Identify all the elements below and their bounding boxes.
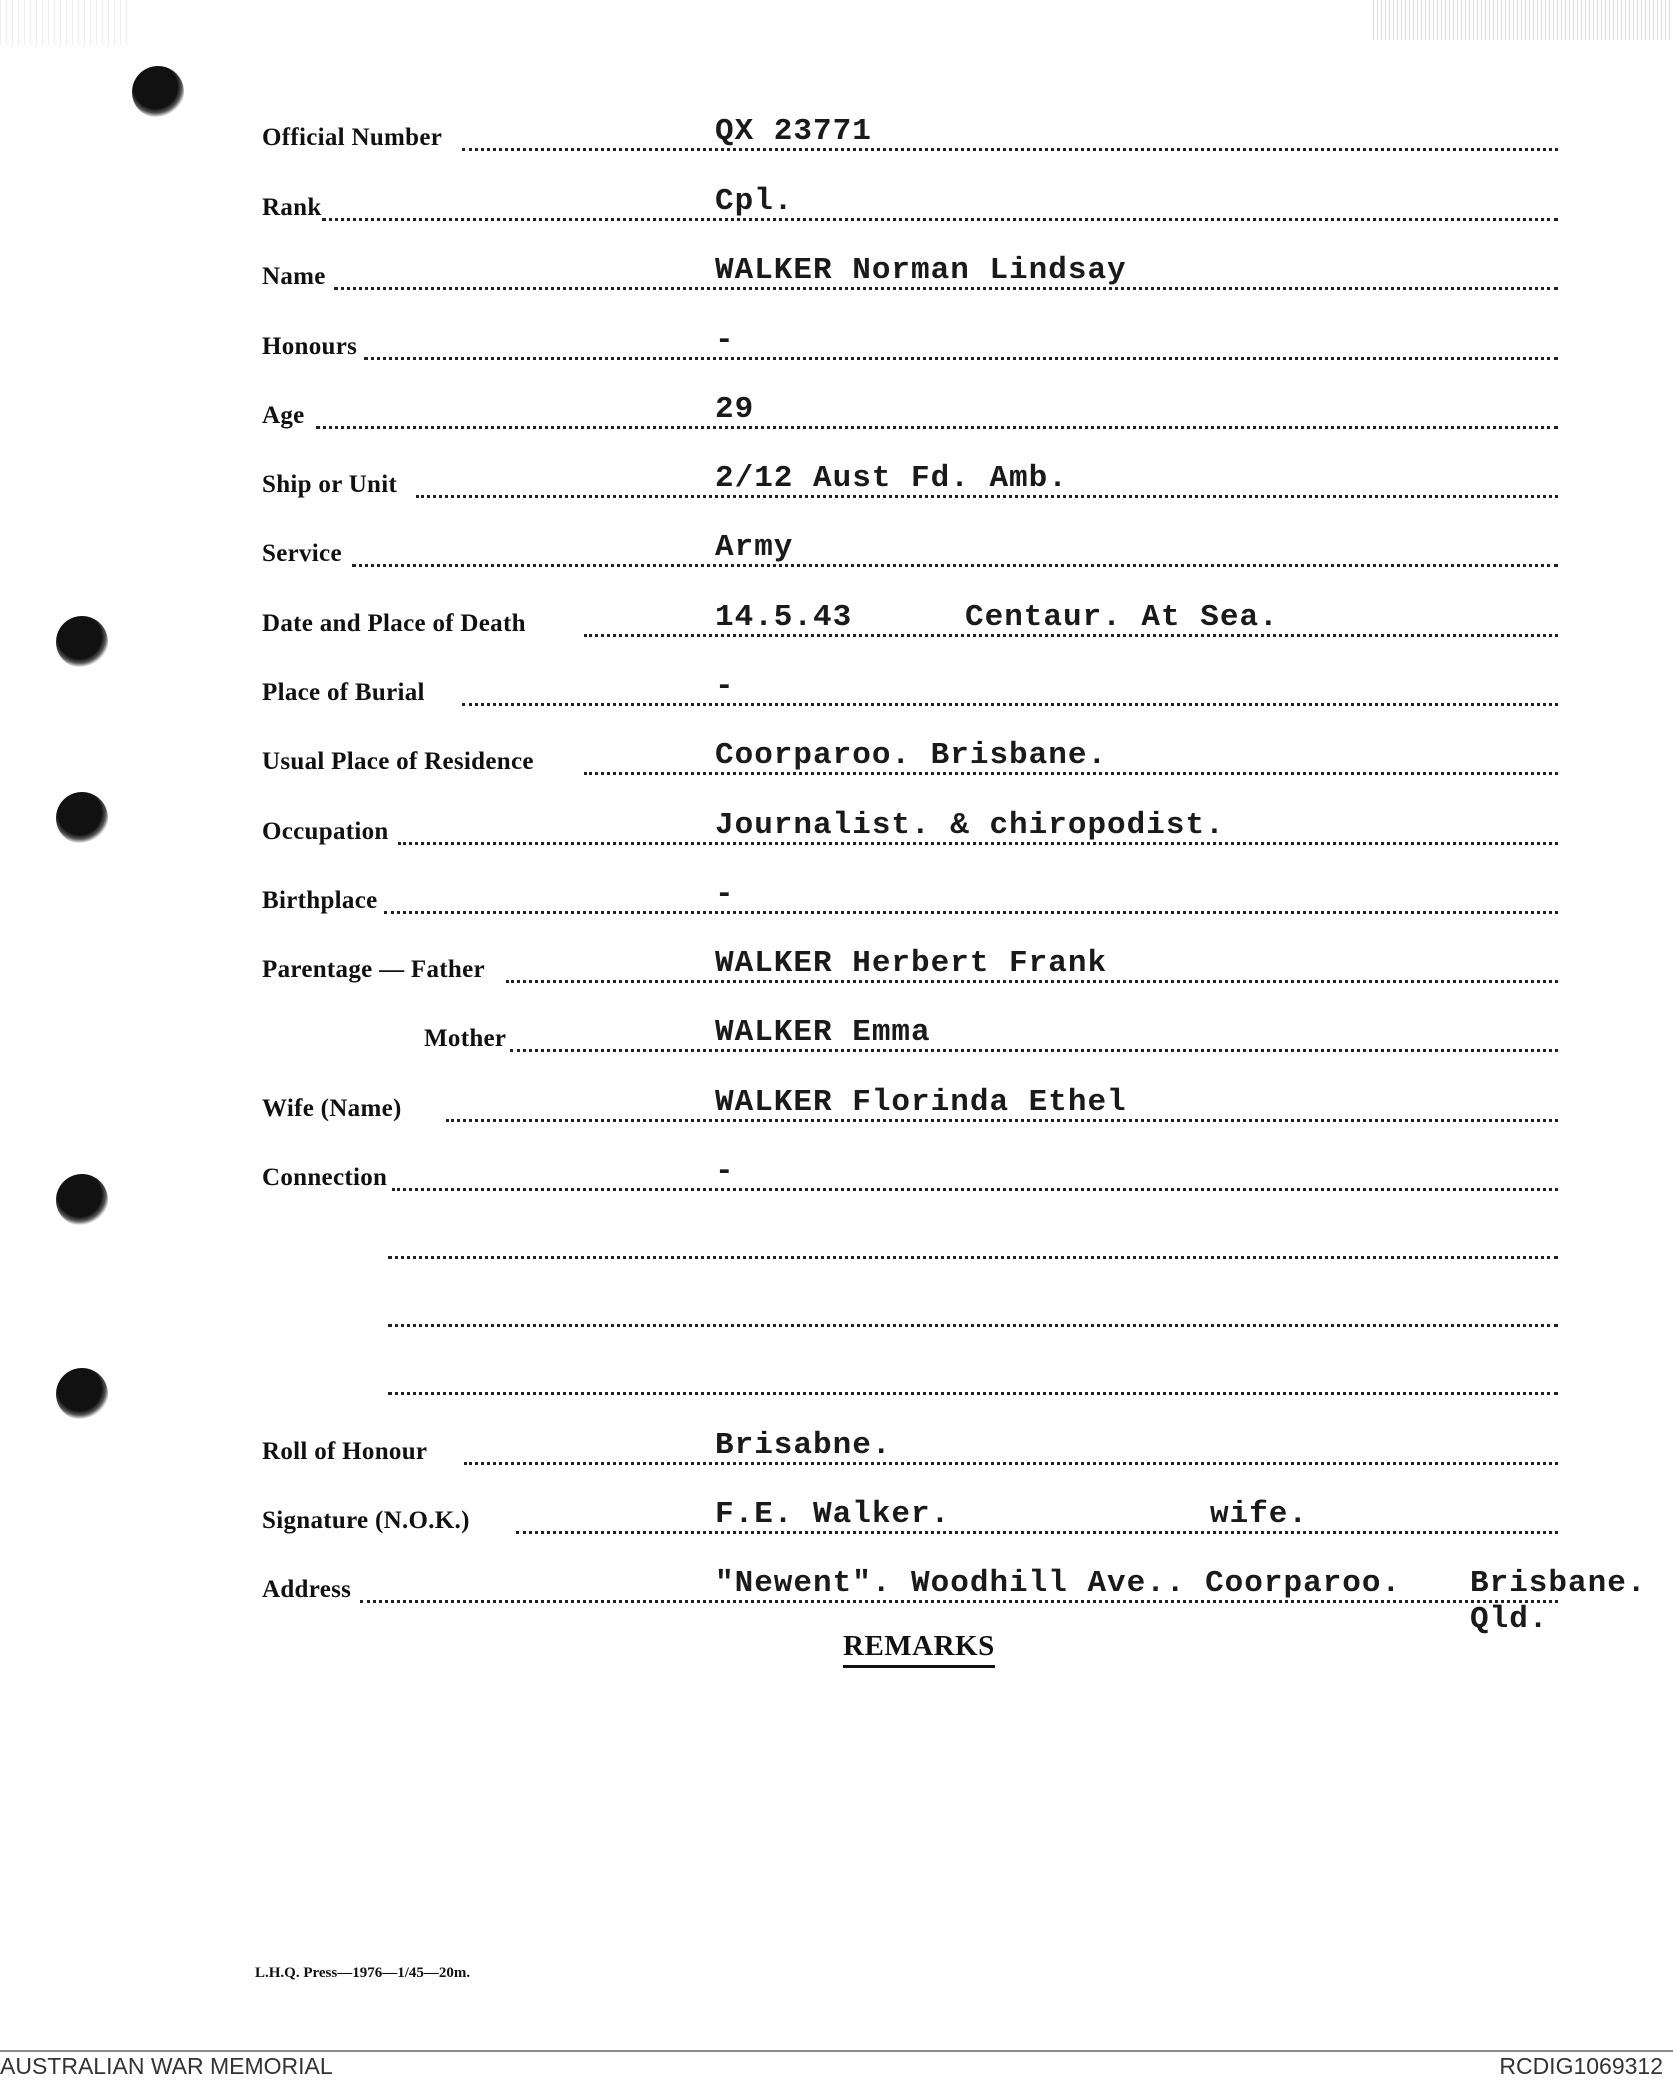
field-value: "Newent". Woodhill Ave.. Coorparoo. (715, 1566, 1402, 1601)
field-parentage-mother (0, 1015, 1673, 1061)
field-value: - (715, 877, 735, 912)
field-value: Army (715, 530, 794, 565)
dotted-line (516, 1531, 1558, 1534)
dotted-line (510, 1049, 1558, 1052)
field-honours (0, 323, 1673, 369)
field-label: Connection (262, 1164, 388, 1191)
footer-divider (0, 2050, 1673, 2052)
dotted-line (464, 1462, 1558, 1465)
field-value: Brisabne. (715, 1428, 892, 1463)
field-parentage-father (0, 946, 1673, 992)
blank-line (0, 1228, 1673, 1268)
field-value: WALKER Emma (715, 1015, 931, 1050)
field-value: 29 (715, 392, 755, 427)
field-label: Official Number (262, 124, 443, 151)
field-rank (0, 184, 1673, 230)
field-age (0, 392, 1673, 438)
field-value-secondary: Centaur. At Sea. (965, 600, 1279, 635)
field-label: Ship or Unit (262, 471, 398, 498)
field-value-tertiary: Qld. (1470, 1602, 1549, 1637)
printer-note: L.H.Q. Press—1976—1/45—20m. (255, 1965, 471, 1981)
field-value: F.E. Walker. (715, 1497, 951, 1532)
field-value: WALKER Florinda Ethel (715, 1085, 1127, 1120)
field-wife-name (0, 1085, 1673, 1131)
dotted-line (388, 1256, 1558, 1259)
dotted-line (462, 703, 1558, 706)
field-usual-place-of-residence (0, 738, 1673, 784)
field-label: Usual Place of Residence (262, 748, 534, 775)
dotted-line (322, 218, 1558, 221)
field-label: Mother (424, 1025, 507, 1052)
field-label: Name (262, 263, 326, 290)
dotted-line (388, 1392, 1558, 1395)
scan-edge-noise-left (0, 0, 130, 45)
field-value: Coorparoo. Brisbane. (715, 738, 1108, 773)
field-value: WALKER Herbert Frank (715, 946, 1108, 981)
dotted-line (388, 1324, 1558, 1327)
field-value: WALKER Norman Lindsay (715, 253, 1127, 288)
field-official-number (0, 114, 1673, 160)
field-label: Wife (Name) (262, 1095, 402, 1122)
field-value: Journalist. & chiropodist. (715, 808, 1225, 843)
field-name (0, 253, 1673, 299)
field-label: Age (262, 402, 305, 429)
field-label: Place of Burial (262, 679, 425, 706)
field-value: - (715, 669, 735, 704)
field-label: Occupation (262, 818, 389, 845)
field-date-place-of-death (0, 600, 1673, 646)
field-address (0, 1566, 1673, 1637)
blank-line (0, 1364, 1673, 1404)
punch-hole (132, 66, 184, 118)
remarks-heading: REMARKS (843, 1630, 995, 1668)
field-birthplace (0, 877, 1673, 923)
field-label: Birthplace (262, 887, 378, 914)
footer-institution: AUSTRALIAN WAR MEMORIAL (0, 2053, 333, 2079)
dotted-line (462, 148, 1558, 151)
field-value-secondary: wife. (1210, 1497, 1309, 1532)
field-value: 14.5.43 (715, 600, 853, 635)
dotted-line (364, 357, 1558, 360)
field-signature-nok (0, 1497, 1673, 1543)
field-label: Date and Place of Death (262, 610, 526, 637)
field-label: Address (262, 1576, 352, 1603)
field-label: Parentage — Father (262, 956, 485, 983)
dotted-line (384, 911, 1558, 914)
field-roll-of-honour (0, 1428, 1673, 1474)
field-label: Honours (262, 333, 358, 360)
field-occupation (0, 808, 1673, 854)
field-connection (0, 1154, 1673, 1200)
field-value: 2/12 Aust Fd. Amb. (715, 461, 1068, 496)
field-ship-or-unit (0, 461, 1673, 507)
field-service (0, 530, 1673, 576)
field-value-secondary: Brisbane. (1470, 1566, 1647, 1601)
field-value: Cpl. (715, 184, 794, 219)
field-value: QX 23771 (715, 114, 872, 149)
dotted-line (392, 1188, 1558, 1191)
field-value: - (715, 1154, 735, 1189)
field-label: Signature (N.O.K.) (262, 1507, 470, 1534)
blank-line (0, 1296, 1673, 1336)
footer-record-id: RCDIG1069312 (1499, 2053, 1663, 2079)
field-place-of-burial (0, 669, 1673, 715)
field-label: Service (262, 540, 342, 567)
dotted-line (352, 564, 1558, 567)
field-label: Roll of Honour (262, 1438, 428, 1465)
scan-edge-noise (1373, 0, 1673, 40)
dotted-line (316, 426, 1558, 429)
field-value: - (715, 323, 735, 358)
field-label: Rank (262, 194, 322, 221)
